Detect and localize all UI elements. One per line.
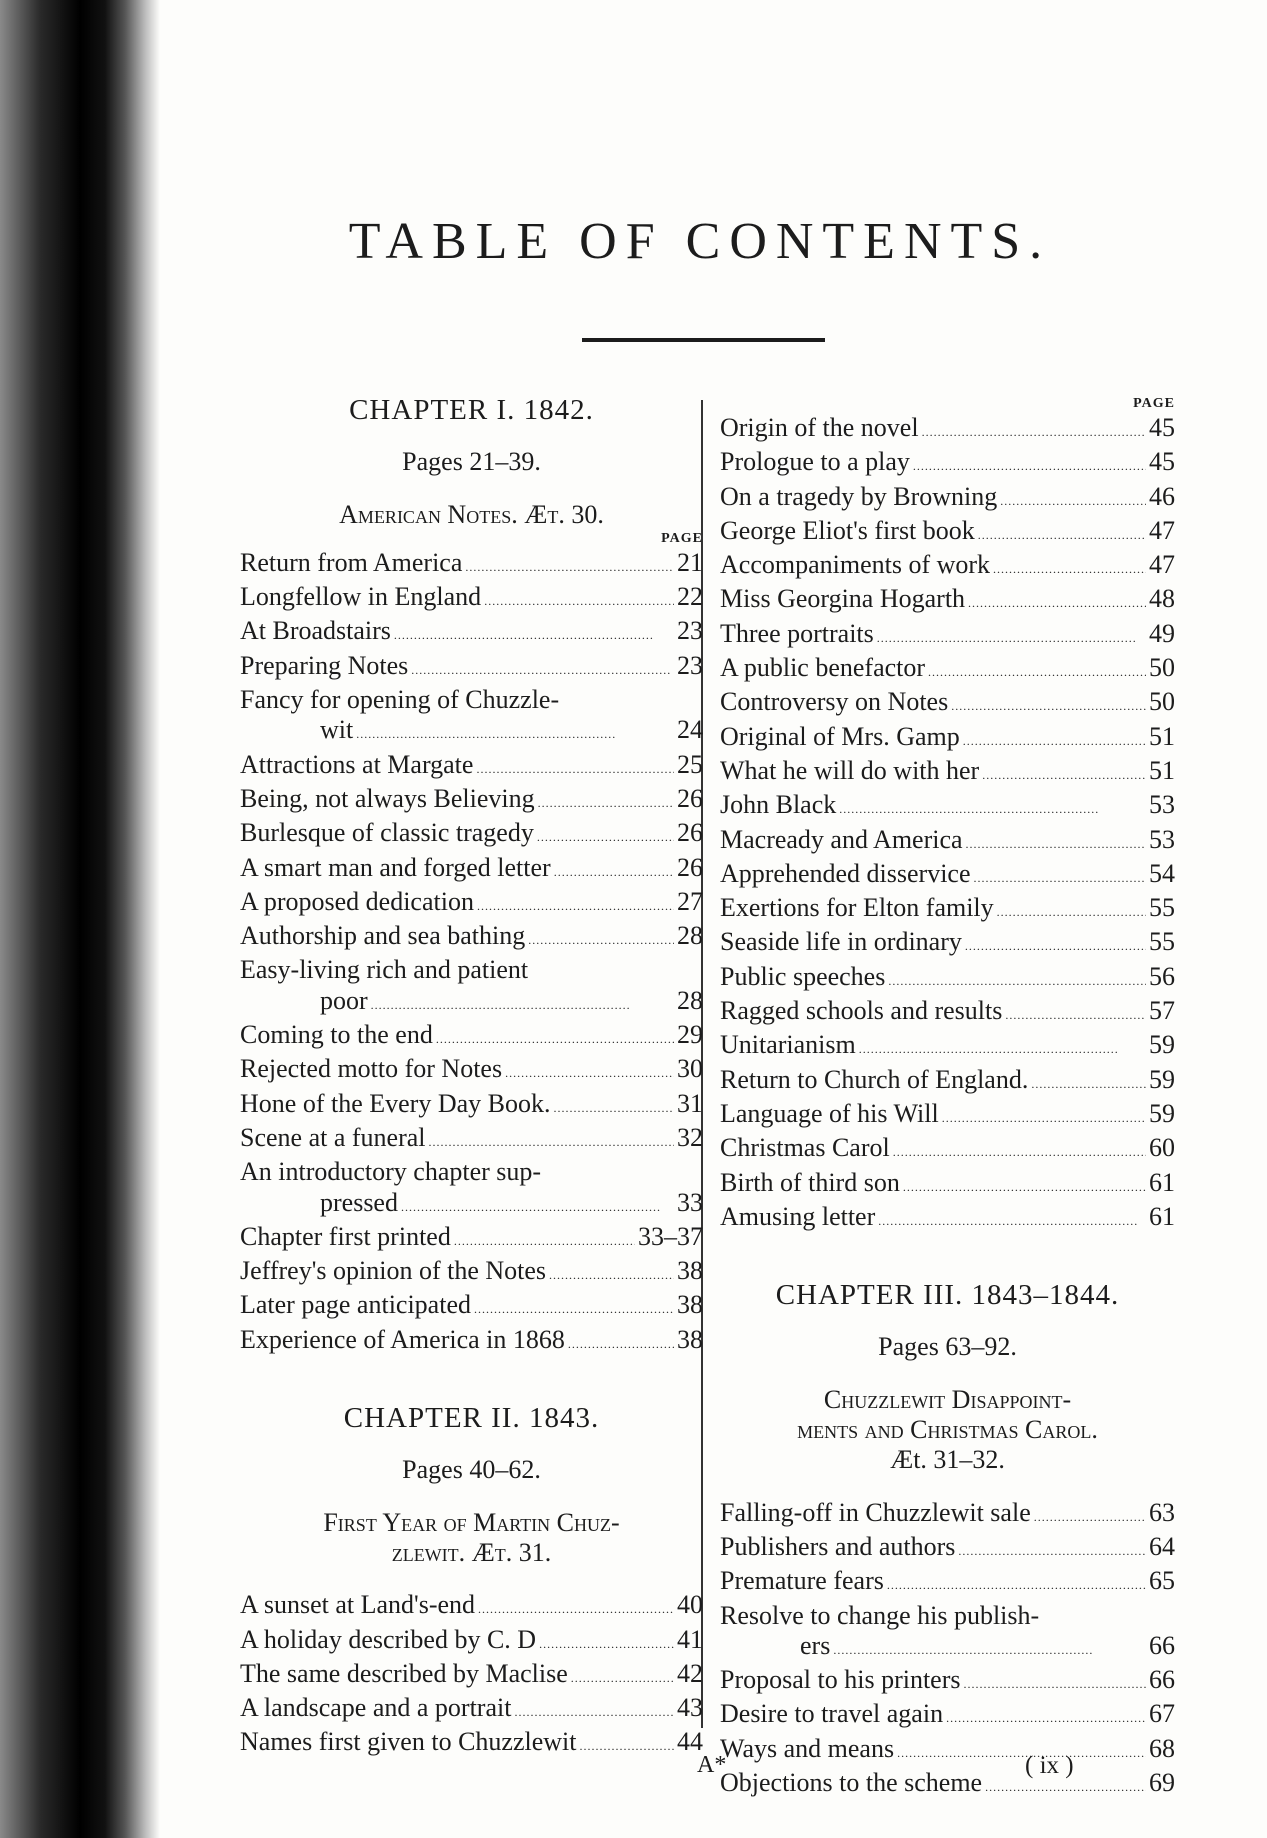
leader-dots bbox=[478, 1590, 674, 1624]
toc-entry-title: pressed bbox=[320, 1187, 398, 1217]
leader-dots bbox=[454, 1222, 635, 1256]
chapter-2-heading: CHAPTER II. 1843. bbox=[343, 1402, 600, 1435]
leader-dots bbox=[429, 1123, 674, 1157]
chapter-2-entries bbox=[240, 1590, 703, 1761]
toc-entry-title: Fancy for opening of Chuzzle- bbox=[240, 685, 560, 715]
toc-entry-page: 31 bbox=[677, 1088, 703, 1118]
toc-entry-page: 22 bbox=[677, 582, 703, 612]
leader-dots bbox=[1000, 482, 1146, 516]
toc-entry-page: 32 bbox=[677, 1122, 703, 1152]
toc-entry-title: Authorship and sea bathing bbox=[240, 921, 526, 951]
toc-entry-title: Longfellow in England bbox=[240, 582, 482, 612]
toc-entry-title: poor bbox=[320, 985, 368, 1015]
toc-entry bbox=[720, 722, 1175, 756]
leader-dots bbox=[539, 1625, 674, 1659]
toc-entry-page: 59 bbox=[1149, 1064, 1175, 1094]
toc-entry-title: Objections to the scheme bbox=[720, 1767, 983, 1797]
leader-dots bbox=[538, 784, 674, 818]
toc-entry bbox=[240, 651, 703, 685]
leader-dots bbox=[942, 1099, 1146, 1133]
toc-entry-title: Being, not always Believing bbox=[240, 783, 535, 813]
toc-entry bbox=[240, 548, 703, 582]
toc-entry-page: 51 bbox=[1149, 755, 1175, 785]
leader-dots bbox=[997, 893, 1146, 927]
leader-dots bbox=[859, 1030, 1146, 1064]
toc-entry bbox=[240, 1123, 703, 1157]
chapter-2-subtitle-line-1: First Year of Martin Chuz- bbox=[323, 1507, 620, 1537]
leader-dots bbox=[514, 1693, 674, 1727]
leader-dots bbox=[465, 548, 674, 582]
toc-entry-page: 66 bbox=[1149, 1630, 1175, 1660]
page-title: TABLE OF CONTENTS. bbox=[348, 213, 1052, 270]
toc-entry bbox=[720, 584, 1175, 618]
toc-entry bbox=[240, 1625, 703, 1659]
toc-entry-page: 61 bbox=[1149, 1201, 1175, 1231]
toc-entry-title: Desire to travel again bbox=[720, 1699, 944, 1729]
leader-dots bbox=[401, 1188, 674, 1222]
leader-dots bbox=[579, 1727, 674, 1761]
toc-entry-title: What he will do with her bbox=[720, 755, 980, 785]
toc-entry bbox=[240, 1020, 703, 1054]
toc-entry bbox=[720, 1498, 1175, 1532]
toc-entry-page: 46 bbox=[1149, 481, 1175, 511]
toc-entry-title: Rejected motto for Notes bbox=[240, 1054, 503, 1084]
toc-entry bbox=[720, 790, 1175, 824]
leader-dots bbox=[893, 1133, 1146, 1167]
leader-dots bbox=[903, 1168, 1146, 1202]
chapter-3-pages: Pages 63–92. bbox=[878, 1332, 1017, 1362]
toc-entry-page: 56 bbox=[1149, 961, 1175, 991]
toc-entry-page: 51 bbox=[1149, 721, 1175, 751]
leader-dots bbox=[922, 413, 1146, 447]
toc-entry bbox=[720, 962, 1175, 996]
toc-entry bbox=[720, 1699, 1175, 1733]
toc-entry-page: 26 bbox=[677, 783, 703, 813]
toc-entry bbox=[720, 1665, 1175, 1699]
toc-entry-title: Names first given to Chuzzlewit bbox=[240, 1727, 577, 1757]
leader-dots bbox=[888, 962, 1146, 996]
toc-entry bbox=[720, 1202, 1175, 1236]
toc-entry bbox=[240, 1222, 703, 1256]
chapter-1-pages: Pages 21–39. bbox=[402, 447, 541, 477]
toc-entry bbox=[240, 1054, 703, 1088]
toc-entry bbox=[720, 1099, 1175, 1133]
leader-dots bbox=[554, 853, 674, 887]
toc-entry bbox=[240, 685, 703, 715]
toc-entry bbox=[720, 482, 1175, 516]
toc-entry-title: Language of his Will bbox=[720, 1098, 939, 1128]
toc-entry-page: 40 bbox=[677, 1590, 703, 1620]
toc-entry-title: Premature fears bbox=[720, 1566, 884, 1596]
toc-entry bbox=[240, 582, 703, 616]
leader-dots bbox=[963, 722, 1146, 756]
toc-entry-page: 53 bbox=[1149, 790, 1175, 820]
leader-dots bbox=[968, 584, 1146, 618]
toc-entry-page: 55 bbox=[1149, 927, 1175, 957]
toc-entry-page: 24 bbox=[677, 715, 703, 745]
toc-entry-title: Return to Church of England. bbox=[720, 1064, 1029, 1094]
leader-dots bbox=[951, 687, 1146, 721]
toc-entry-title: A landscape and a portrait bbox=[240, 1693, 512, 1723]
toc-entry-title: Jeffrey's opinion of the Notes bbox=[240, 1256, 547, 1286]
toc-entry-page: 43 bbox=[677, 1693, 703, 1723]
toc-entry bbox=[720, 687, 1175, 721]
toc-entry-title: Unitarianism bbox=[720, 1030, 856, 1060]
leader-dots bbox=[394, 616, 674, 650]
toc-entry bbox=[240, 1256, 703, 1290]
toc-entry-title: Ways and means bbox=[720, 1733, 895, 1763]
toc-entry-page: 68 bbox=[1149, 1733, 1175, 1763]
toc-entry bbox=[240, 1659, 703, 1693]
toc-entry-title: At Broadstairs bbox=[240, 616, 391, 646]
toc-entry bbox=[720, 413, 1175, 447]
toc-entry bbox=[720, 893, 1175, 927]
leader-dots bbox=[966, 825, 1146, 859]
leader-dots bbox=[946, 1699, 1146, 1733]
toc-entry bbox=[720, 1566, 1175, 1600]
chapter-3-subtitle-line-2: ments and Christmas Carol. bbox=[797, 1415, 1098, 1445]
toc-entry-title: John Black bbox=[720, 790, 837, 820]
toc-entry bbox=[240, 1727, 703, 1761]
leader-dots bbox=[571, 1659, 674, 1693]
leader-dots bbox=[887, 1566, 1146, 1600]
toc-entry bbox=[720, 1532, 1175, 1566]
leader-dots bbox=[553, 1089, 674, 1123]
toc-entry-title: Exertions for Elton family bbox=[720, 893, 994, 923]
toc-entry bbox=[240, 818, 703, 852]
leader-dots bbox=[974, 859, 1146, 893]
chapter-1-entries bbox=[240, 548, 703, 1359]
toc-entry bbox=[720, 1133, 1175, 1167]
toc-entry-title: Burlesque of classic tragedy bbox=[240, 818, 534, 848]
leader-dots bbox=[878, 1202, 1146, 1236]
page-folio: ( ix ) bbox=[1025, 1752, 1074, 1779]
toc-entry-title: wit bbox=[320, 715, 354, 745]
toc-entry bbox=[720, 619, 1175, 653]
toc-entry-page: 45 bbox=[1149, 447, 1175, 477]
left-column bbox=[240, 395, 703, 1762]
leader-dots bbox=[877, 619, 1146, 653]
toc-entry-page: 33–37 bbox=[638, 1221, 703, 1251]
toc-entry bbox=[720, 927, 1175, 961]
toc-entry bbox=[240, 715, 703, 749]
toc-entry-title: Hone of the Every Day Book. bbox=[240, 1088, 551, 1118]
toc-entry-page: 38 bbox=[677, 1324, 703, 1354]
toc-entry bbox=[720, 1030, 1175, 1064]
toc-entry-title: Later page anticipated bbox=[240, 1290, 471, 1320]
toc-entry-page: 47 bbox=[1149, 515, 1175, 545]
leader-dots bbox=[965, 927, 1146, 961]
toc-entry-page: 29 bbox=[677, 1020, 703, 1050]
toc-entry bbox=[240, 1188, 703, 1222]
toc-entry-page: 21 bbox=[677, 547, 703, 577]
toc-entry-page: 57 bbox=[1149, 996, 1175, 1026]
toc-entry-page: 69 bbox=[1149, 1767, 1175, 1797]
toc-entry-title: Birth of third son bbox=[720, 1167, 900, 1197]
toc-entry-page: 55 bbox=[1149, 893, 1175, 923]
leader-dots bbox=[411, 651, 674, 685]
toc-entry bbox=[720, 1168, 1175, 1202]
toc-entry-title: Accompaniments of work bbox=[720, 550, 991, 580]
toc-entry-title: Miss Georgina Hogarth bbox=[720, 584, 966, 614]
leader-dots bbox=[964, 1665, 1147, 1699]
toc-entry-page: 23 bbox=[677, 616, 703, 646]
toc-entry-page: 65 bbox=[1149, 1566, 1175, 1596]
leader-dots bbox=[982, 756, 1146, 790]
toc-entry-page: 42 bbox=[677, 1658, 703, 1688]
printer-signature: A* bbox=[697, 1752, 727, 1778]
title-rule bbox=[582, 338, 825, 342]
toc-entry bbox=[240, 887, 703, 921]
leader-dots bbox=[505, 1054, 674, 1088]
leader-dots bbox=[978, 516, 1146, 550]
toc-entry bbox=[240, 616, 703, 650]
leader-dots bbox=[1005, 996, 1146, 1030]
leader-dots bbox=[476, 750, 674, 784]
toc-entry-page: 60 bbox=[1149, 1133, 1175, 1163]
toc-entry bbox=[720, 447, 1175, 481]
toc-entry-page: 64 bbox=[1149, 1531, 1175, 1561]
toc-entry-title: Christmas Carol bbox=[720, 1133, 890, 1163]
leader-dots bbox=[897, 1734, 1146, 1768]
toc-entry bbox=[720, 516, 1175, 550]
toc-entry bbox=[240, 955, 703, 985]
toc-entry-page: 41 bbox=[677, 1624, 703, 1654]
toc-entry-page: 67 bbox=[1149, 1699, 1175, 1729]
toc-entry-title: Experience of America in 1868 bbox=[240, 1324, 565, 1354]
chapter-3-subtitle-line-1: Chuzzlewit Disappoint- bbox=[823, 1384, 1072, 1414]
leader-dots bbox=[356, 715, 674, 749]
leader-dots bbox=[839, 790, 1146, 824]
leader-dots bbox=[474, 1290, 674, 1324]
toc-entry-page: 63 bbox=[1149, 1497, 1175, 1527]
toc-entry bbox=[720, 996, 1175, 1030]
toc-entry-page: 59 bbox=[1149, 1098, 1175, 1128]
toc-entry-page: 23 bbox=[677, 650, 703, 680]
toc-entry bbox=[720, 825, 1175, 859]
leader-dots bbox=[1034, 1498, 1146, 1532]
toc-entry bbox=[720, 859, 1175, 893]
page-column-label-right: PAGE bbox=[1133, 396, 1175, 411]
toc-entry-page: 38 bbox=[677, 1290, 703, 1320]
chapter-2-subtitle-line-2: zlewit. Æt. 31. bbox=[391, 1537, 552, 1567]
toc-entry-title: Preparing Notes bbox=[240, 650, 409, 680]
leader-dots bbox=[528, 921, 674, 955]
toc-entry-title: Easy-living rich and patient bbox=[240, 955, 529, 985]
leader-dots bbox=[537, 818, 674, 852]
leader-dots bbox=[1031, 1065, 1146, 1099]
toc-entry bbox=[240, 921, 703, 955]
toc-entry-page: 33 bbox=[677, 1187, 703, 1217]
leader-dots bbox=[913, 447, 1146, 481]
chapter-1-subtitle: American Notes. Æt. 30. bbox=[339, 499, 604, 529]
toc-entry-title: Origin of the novel bbox=[720, 413, 919, 442]
book-spine-shadow bbox=[0, 0, 160, 1838]
toc-entry bbox=[240, 986, 703, 1020]
toc-entry-page: 30 bbox=[677, 1054, 703, 1084]
toc-entry bbox=[240, 750, 703, 784]
toc-entry-title: Scene at a funeral bbox=[240, 1122, 426, 1152]
toc-entry bbox=[240, 784, 703, 818]
toc-entry-page: 53 bbox=[1149, 824, 1175, 854]
toc-entry bbox=[240, 1290, 703, 1324]
toc-entry bbox=[720, 756, 1175, 790]
chapter-3-entries bbox=[720, 1498, 1175, 1803]
toc-entry-page: 50 bbox=[1149, 687, 1175, 717]
toc-entry bbox=[720, 1601, 1175, 1631]
toc-entry bbox=[240, 1693, 703, 1727]
leader-dots bbox=[993, 550, 1146, 584]
toc-entry-page: 28 bbox=[677, 985, 703, 1015]
toc-entry-title: Return from America bbox=[240, 547, 463, 577]
toc-entry bbox=[720, 550, 1175, 584]
toc-entry-title: Falling-off in Chuzzlewit sale bbox=[720, 1497, 1031, 1527]
chapter-2-continued-entries bbox=[720, 413, 1175, 1236]
page-column-label: PAGE bbox=[661, 530, 703, 546]
toc-entry-page: 44 bbox=[677, 1727, 703, 1757]
leader-dots bbox=[928, 653, 1146, 687]
toc-entry bbox=[240, 853, 703, 887]
toc-entry-page: 48 bbox=[1149, 584, 1175, 614]
chapter-1-heading: CHAPTER I. 1842. bbox=[349, 394, 594, 426]
toc-entry bbox=[720, 1768, 1175, 1802]
toc-entry-title: Controversy on Notes bbox=[720, 687, 949, 717]
toc-entry-page: 45 bbox=[1149, 413, 1175, 442]
toc-entry-page: 26 bbox=[677, 852, 703, 882]
toc-entry bbox=[720, 1734, 1175, 1768]
chapter-3-subtitle-line-3: Æt. 31–32. bbox=[890, 1445, 1005, 1475]
toc-entry-title: A public benefactor bbox=[720, 653, 926, 683]
leader-dots bbox=[958, 1532, 1146, 1566]
toc-entry-title: A proposed dedication bbox=[240, 886, 474, 916]
toc-entry-page: 26 bbox=[677, 818, 703, 848]
toc-entry-page: 49 bbox=[1149, 618, 1175, 648]
leader-dots bbox=[484, 582, 674, 616]
toc-entry-title: A holiday described by C. D bbox=[240, 1624, 537, 1654]
toc-entry bbox=[720, 1631, 1175, 1665]
toc-entry-title: Proposal to his printers bbox=[720, 1665, 961, 1695]
toc-entry-title: Apprehended disservice bbox=[720, 858, 971, 888]
toc-entry-page: 25 bbox=[677, 749, 703, 779]
toc-entry-title: A sunset at Land's-end bbox=[240, 1590, 476, 1620]
leader-dots bbox=[568, 1325, 674, 1359]
toc-entry-title: Macready and America bbox=[720, 824, 963, 854]
toc-entry-title: Resolve to change his publish- bbox=[720, 1600, 1040, 1630]
right-column bbox=[720, 395, 1175, 1802]
leader-dots bbox=[833, 1631, 1146, 1665]
toc-entry-title: George Eliot's first book bbox=[720, 515, 975, 545]
toc-entry-page: 54 bbox=[1149, 858, 1175, 888]
chapter-2-pages: Pages 40–62. bbox=[402, 1455, 541, 1485]
leader-dots bbox=[371, 986, 674, 1020]
toc-entry-title: A smart man and forged letter bbox=[240, 852, 551, 882]
toc-entry-page: 27 bbox=[677, 886, 703, 916]
toc-entry-title: Original of Mrs. Gamp bbox=[720, 721, 960, 751]
toc-entry-title: Attractions at Margate bbox=[240, 749, 474, 779]
toc-entry-title: Seaside life in ordinary bbox=[720, 927, 962, 957]
toc-entry-title: ers bbox=[800, 1630, 831, 1660]
toc-entry-title: Prologue to a play bbox=[720, 447, 910, 477]
toc-entry-title: Three portraits bbox=[720, 618, 874, 648]
toc-entry bbox=[240, 1590, 703, 1624]
leader-dots bbox=[549, 1256, 674, 1290]
toc-entry-title: Chapter first printed bbox=[240, 1221, 451, 1251]
toc-entry-title: Ragged schools and results bbox=[720, 996, 1003, 1026]
toc-entry-page: 47 bbox=[1149, 550, 1175, 580]
toc-entry-page: 61 bbox=[1149, 1167, 1175, 1197]
toc-entry-title: The same described by Maclise bbox=[240, 1658, 568, 1688]
toc-entry-title: On a tragedy by Browning bbox=[720, 481, 998, 511]
toc-entry-title: Public speeches bbox=[720, 961, 886, 991]
toc-entry-page: 38 bbox=[677, 1256, 703, 1286]
toc-entry bbox=[240, 1325, 703, 1359]
toc-entry-title: Amusing letter bbox=[720, 1201, 876, 1231]
toc-entry-page: 50 bbox=[1149, 653, 1175, 683]
leader-dots bbox=[436, 1020, 674, 1054]
toc-entry-page: 28 bbox=[677, 921, 703, 951]
toc-entry bbox=[240, 1089, 703, 1123]
toc-entry bbox=[720, 1065, 1175, 1099]
chapter-3-heading: CHAPTER III. 1843–1844. bbox=[775, 1279, 1120, 1312]
toc-entry-title: Publishers and authors bbox=[720, 1531, 956, 1561]
toc-entry-title: Coming to the end bbox=[240, 1020, 433, 1050]
leader-dots bbox=[477, 887, 674, 921]
toc-entry bbox=[240, 1157, 703, 1187]
toc-entry-title: An introductory chapter sup- bbox=[240, 1157, 542, 1187]
toc-entry bbox=[720, 653, 1175, 687]
toc-entry-page: 66 bbox=[1149, 1665, 1175, 1695]
toc-entry-page: 59 bbox=[1149, 1030, 1175, 1060]
